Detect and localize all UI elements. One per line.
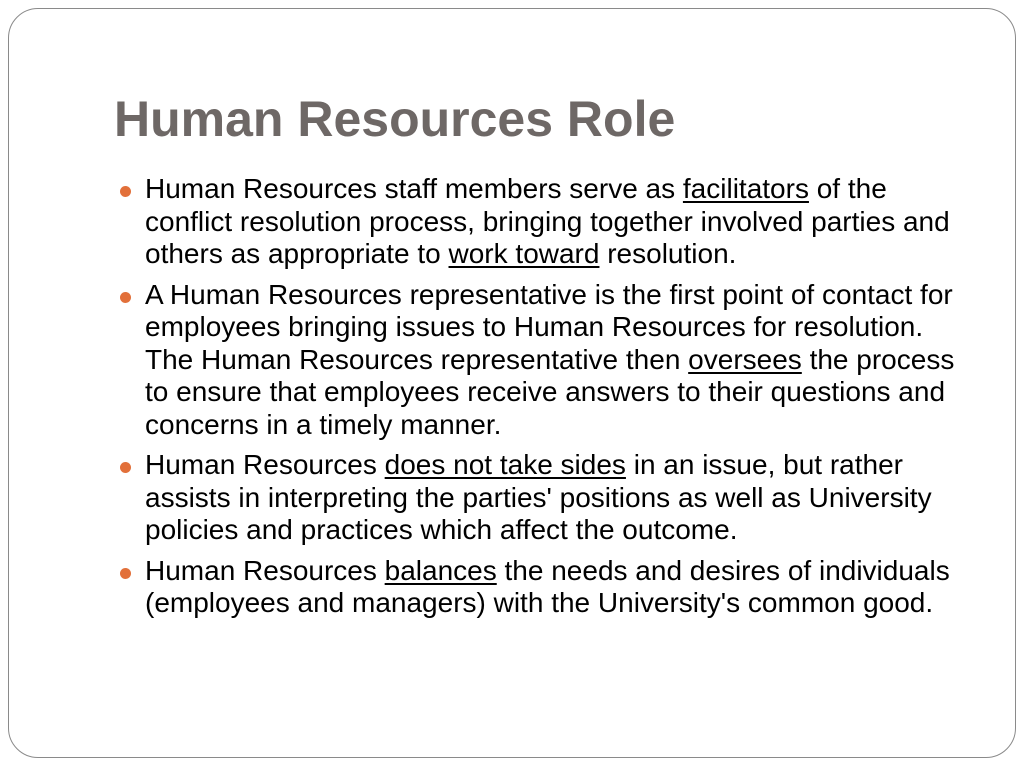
- slide-title: Human Resources Role: [114, 91, 676, 147]
- underlined-term: work toward: [448, 238, 600, 269]
- text-segment: Human Resources: [145, 449, 385, 480]
- bullet-dot-icon: [120, 568, 131, 579]
- text-segment: of the conflict resolution process, bringing together involved parties and others as appropriate to: [145, 173, 950, 269]
- bullet-dot-icon: [120, 462, 131, 473]
- bullet-dot-icon: [120, 292, 131, 303]
- bullet-dot-icon: [120, 186, 131, 197]
- underlined-term: oversees: [688, 343, 802, 375]
- bullet-text: [145, 449, 932, 545]
- slide-frame: [8, 8, 1016, 758]
- bullet-text: [145, 279, 954, 440]
- bullet-item-balances: [114, 555, 974, 620]
- underlined-term: facilitators: [682, 173, 809, 204]
- text-segment: the needs and desires of individuals (employees and managers) with the University's common good.: [145, 554, 950, 618]
- text-segment: the process to ensure that employees receive answers to their questions and concerns in a timely manner.: [145, 343, 955, 440]
- text-segment: Human Resources: [145, 554, 385, 586]
- bullet-item-no-sides: [114, 449, 974, 547]
- text-segment: resolution.: [599, 238, 737, 269]
- text-segment: Human Resources staff members serve as: [145, 173, 683, 204]
- bullet-item-first-point-of-contact: [114, 279, 974, 442]
- bullet-list: [114, 173, 974, 628]
- bullet-item-facilitators: [114, 173, 974, 271]
- underlined-term: does not take sides: [384, 449, 626, 480]
- bullet-text: [145, 173, 950, 269]
- text-segment: A Human Resources representative is the first point of contact for employees bringing issues to Human Resources for resolution. The Human Resources representative then: [145, 278, 953, 375]
- underlined-term: balances: [384, 554, 497, 586]
- text-segment: in an issue, but rather assists in interpreting the parties' positions as well as University policies and practices which affect the outcome.: [145, 449, 932, 545]
- bullet-text: [145, 555, 950, 619]
